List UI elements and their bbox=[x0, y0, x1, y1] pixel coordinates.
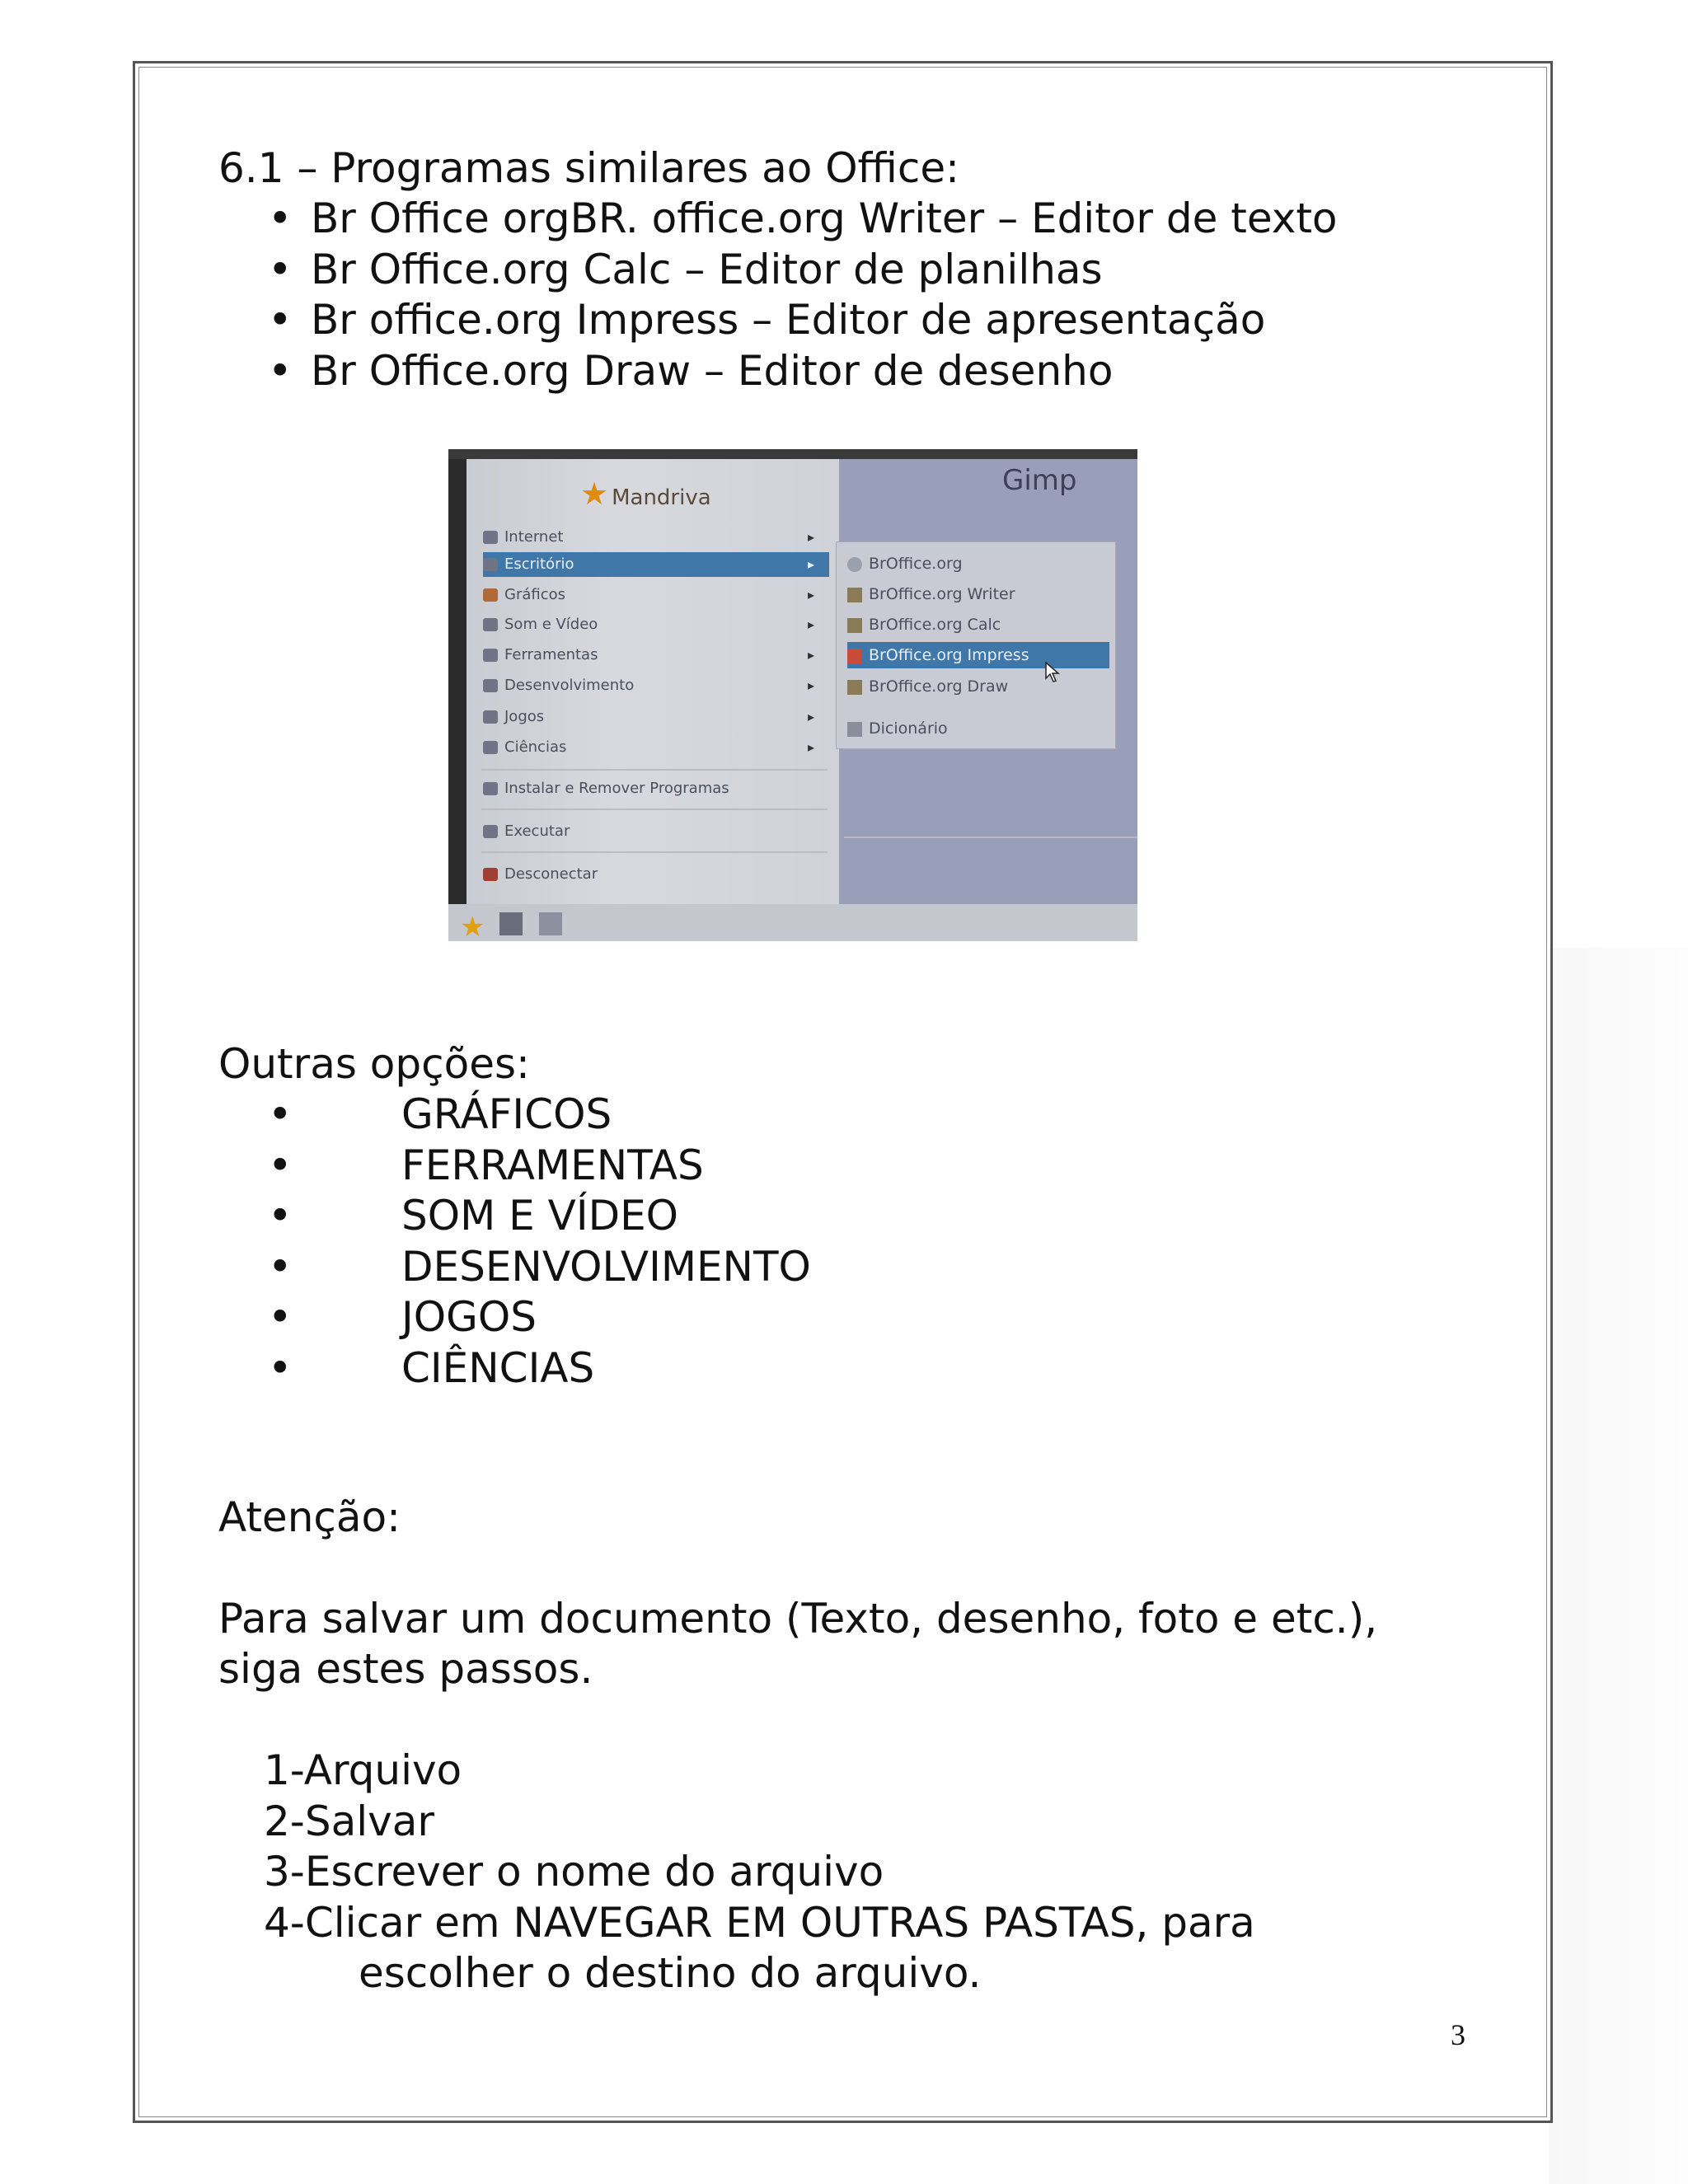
science-icon bbox=[483, 741, 498, 754]
multimedia-icon bbox=[483, 618, 498, 631]
menu-divider bbox=[481, 808, 828, 810]
arrow-right-icon: ▸ bbox=[807, 739, 814, 755]
impress-icon bbox=[847, 649, 862, 663]
page-number: 3 bbox=[1451, 2018, 1465, 2051]
mouse-cursor-icon bbox=[1045, 662, 1060, 683]
screen-edge bbox=[448, 449, 467, 941]
menu-item-jogos[interactable]: Jogos ▸ bbox=[483, 705, 829, 729]
gimp-label: Gimp bbox=[1002, 464, 1077, 497]
menu-item-escritorio[interactable]: Escritório ▸ bbox=[483, 552, 829, 577]
broffice-icon bbox=[847, 557, 862, 572]
bullet-icon: • bbox=[268, 1293, 293, 1341]
arrow-right-icon: ▸ bbox=[807, 587, 814, 602]
step-item: 2-Salvar bbox=[264, 1797, 434, 1845]
submenu-item-dicionario[interactable]: Dicionário bbox=[847, 715, 1109, 742]
bullet-icon: • bbox=[268, 1141, 293, 1189]
writer-icon bbox=[847, 588, 862, 602]
menu-item-desenvolvimento[interactable]: Desenvolvimento ▸ bbox=[483, 673, 829, 698]
window-edge-line bbox=[844, 837, 1137, 838]
submenu-item-broffice[interactable]: BrOffice.org bbox=[847, 551, 1109, 577]
menu-item-ciencias[interactable]: Ciências ▸ bbox=[483, 735, 829, 760]
menu-item-internet[interactable]: Internet ▸ bbox=[483, 525, 829, 550]
graphics-icon bbox=[483, 588, 498, 602]
globe-icon bbox=[483, 531, 498, 544]
step-item: 1-Arquivo bbox=[264, 1746, 462, 1794]
bullet-icon: • bbox=[268, 296, 293, 344]
submenu-item-draw[interactable]: BrOffice.org Draw bbox=[847, 673, 1109, 700]
bullet-icon: • bbox=[268, 1090, 293, 1138]
other-options-heading: Outras opções: bbox=[218, 1040, 530, 1088]
mandriva-star-icon: ★ bbox=[580, 476, 609, 512]
arrow-right-icon: ▸ bbox=[807, 709, 814, 724]
draw-icon bbox=[847, 680, 862, 695]
development-icon bbox=[483, 679, 498, 692]
step-item-continuation: escolher o destino do arquivo. bbox=[359, 1949, 982, 1997]
run-icon bbox=[483, 825, 498, 838]
screen-top-edge bbox=[448, 449, 1137, 459]
bullet-icon: • bbox=[268, 1343, 293, 1392]
bullet-icon: • bbox=[268, 346, 293, 395]
office-icon bbox=[483, 558, 498, 571]
menu-item-ferramentas[interactable]: Ferramentas ▸ bbox=[483, 643, 829, 668]
submenu-item-calc[interactable]: BrOffice.org Calc bbox=[847, 612, 1109, 638]
logout-icon bbox=[483, 868, 498, 881]
taskbar-star-icon[interactable]: ★ bbox=[460, 911, 485, 941]
save-intro-line-2: siga estes passos. bbox=[218, 1645, 593, 1693]
bullet-icon: • bbox=[268, 245, 293, 293]
bullet-icon: • bbox=[268, 194, 293, 242]
menu-screenshot bbox=[448, 449, 1137, 941]
dictionary-icon bbox=[847, 722, 862, 737]
menu-item-desconectar[interactable]: Desconectar bbox=[483, 862, 829, 887]
arrow-right-icon: ▸ bbox=[807, 647, 814, 663]
menu-item-som-e-video[interactable]: Som e Vídeo ▸ bbox=[483, 612, 829, 637]
arrow-right-icon: ▸ bbox=[807, 556, 814, 572]
calc-icon bbox=[847, 618, 862, 633]
menu-divider bbox=[481, 769, 828, 771]
bullet-icon: • bbox=[268, 1192, 293, 1240]
step-item: 4-Clicar em NAVEGAR EM OUTRAS PASTAS, para bbox=[264, 1898, 1255, 1947]
submenu-item-impress[interactable]: BrOffice.org Impress bbox=[847, 642, 1109, 668]
menu-item-graficos[interactable]: Gráficos ▸ bbox=[483, 583, 829, 607]
menu-item-instalar-remover[interactable]: Instalar e Remover Programas bbox=[483, 776, 829, 801]
page-shadow bbox=[1549, 948, 1688, 2184]
save-steps bbox=[264, 1746, 1255, 1999]
games-icon bbox=[483, 710, 498, 724]
menu-item-executar[interactable]: Executar bbox=[483, 819, 829, 844]
menu-divider bbox=[481, 851, 828, 853]
attention-heading: Atenção: bbox=[218, 1493, 401, 1541]
bullet-icon: • bbox=[268, 1242, 293, 1291]
arrow-right-icon: ▸ bbox=[807, 529, 814, 545]
install-icon bbox=[483, 782, 498, 795]
arrow-right-icon: ▸ bbox=[807, 616, 814, 632]
arrow-right-icon: ▸ bbox=[807, 677, 814, 693]
step-item: 3-Escrever o nome do arquivo bbox=[264, 1848, 884, 1896]
taskbar-folder-icon[interactable] bbox=[499, 912, 523, 935]
section-heading: 6.1 – Programas similares ao Office: bbox=[218, 144, 959, 192]
submenu-item-writer[interactable]: BrOffice.org Writer bbox=[847, 581, 1109, 607]
tools-icon bbox=[483, 649, 498, 662]
mandriva-logo: ★ Mandriva bbox=[580, 476, 711, 512]
taskbar-window-icon[interactable] bbox=[539, 912, 562, 935]
save-intro-line-1: Para salvar um documento (Texto, desenho, foto e etc.), bbox=[218, 1595, 1378, 1643]
